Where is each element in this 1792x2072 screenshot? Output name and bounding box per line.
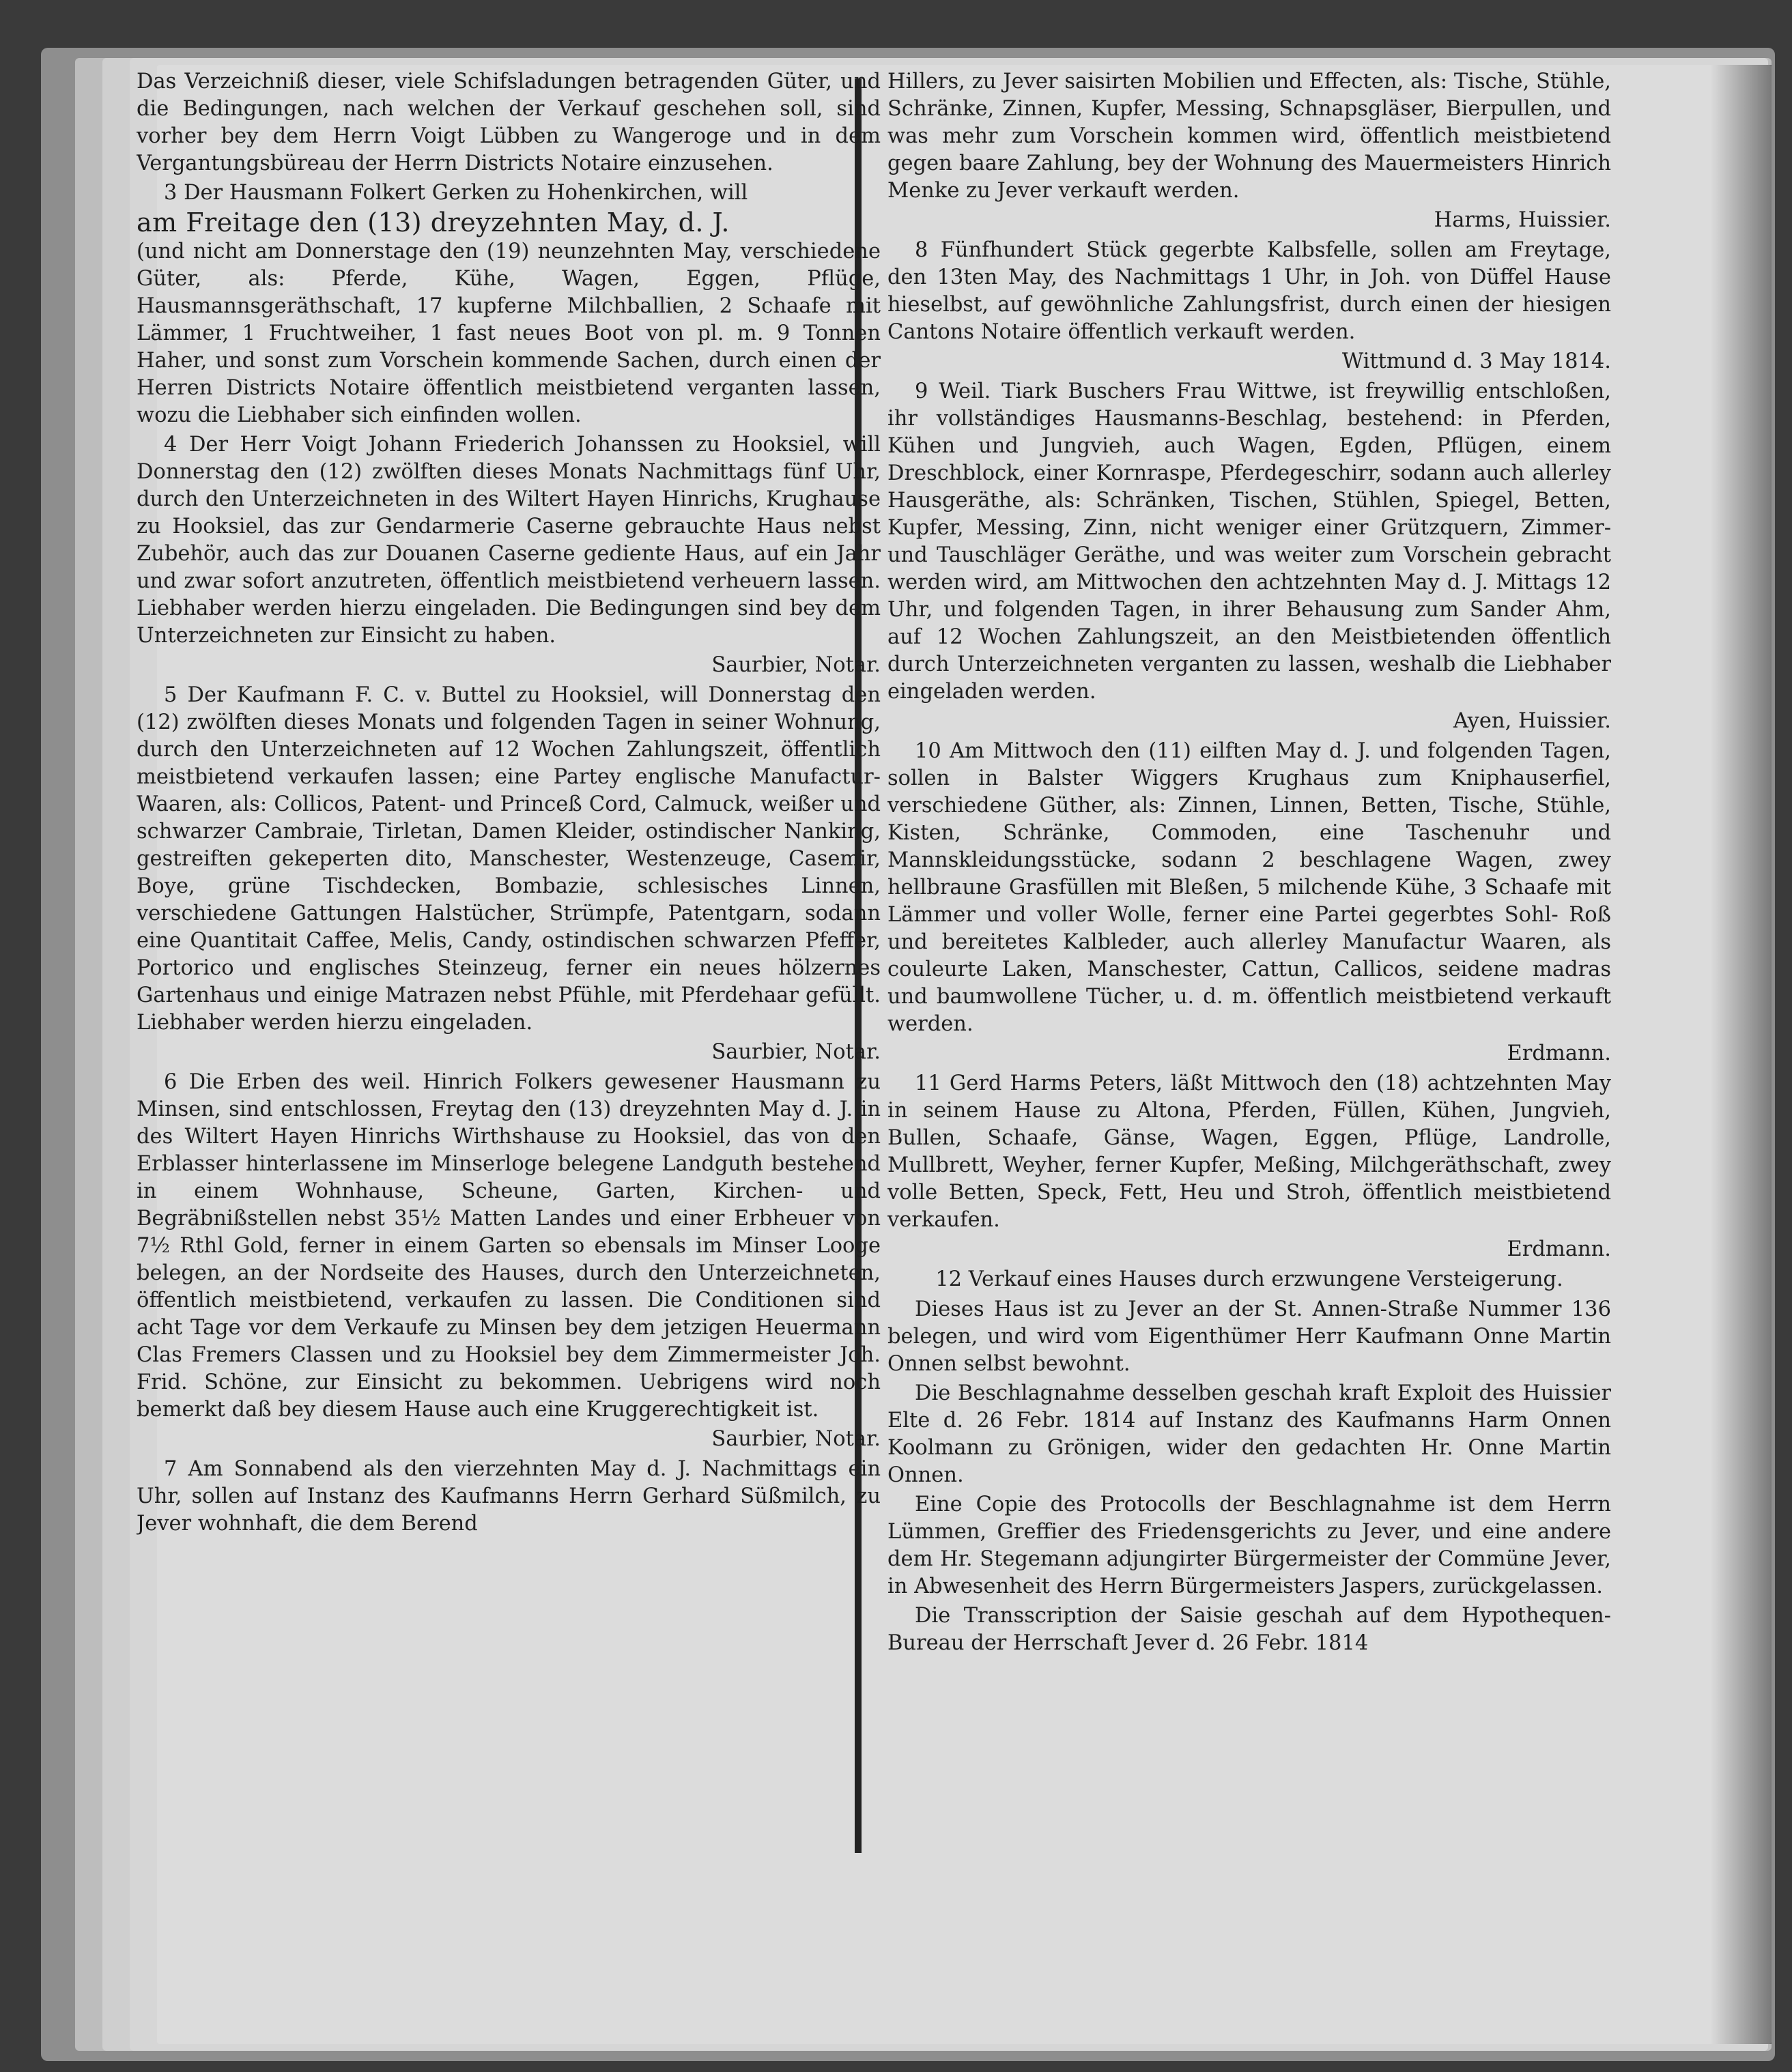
notice-12-title: 12 Verkauf eines Hauses durch erzwungene Versteigerung.: [935, 1267, 1563, 1291]
notice-4: 4 Der Herr Voigt Johann Friederich Johanssen zu Hooksiel, will Donnerstag den (12) zwölften dieses Monats Nachmittags fünf Uhr, durch den Unterzeichneten in des Wiltert Hayen Hinrichs, Krughause zu Hooksiel, das zur Gendarmerie Caserne gebrauchte Haus nebst Zubehör, auch das zur Douanen Caserne gediente Haus, auf ein Jahr und zwar sofort anzutreten, öffentlich meistbietend verheuern lassen. Liebhaber werden hierzu eingeladen. Die Bedingungen sind bey dem Unterzeichneten zur Einsicht zu haben.: [137, 433, 881, 648]
notice-12-paragraph-3: Eine Copie des Protocolls der Beschlagnahme ist dem Herrn Lümmen, Greffier des Friedensgerichts zu Jever, und eine andere dem Hr. Stegemann adjungirter Bürgermeister der Commüne Jever, in Abwesenheit des Herrn Bürgermeisters Jaspers, zurückgelassen.: [887, 1493, 1611, 1598]
notice-8-signature: Wittmund d. 3 May 1814.: [1341, 349, 1611, 373]
notice-4-signature: Saurbier, Notar.: [711, 653, 881, 677]
notice-3-intro: 3 Der Hausmann Folkert Gerken zu Hohenkirchen, will: [164, 181, 748, 205]
notice-10-signature: Erdmann.: [1507, 1041, 1611, 1065]
notice-10: 10 Am Mittwoch den (11) eilften May d. J. und folgenden Tagen, sollen in Balster Wiggers Krughaus zum Kniphauserfiel, verschiedene Güther, als: Zinnen, Linnen, Betten, Tische, Stühle, Kisten, Schränke, Commoden, eine Taschenuhr und Mannskleidungsstücke, sodann 2 beschlagene Wagen, zwey hellbraune Grasfüllen mit Bleßen, 5 milchende Kühe, 3 Schaafe mit Lämmer und voller Wolle, ferner eine Partei gegerbtes Sohl- Roß und bereitetes Kalbleder, auch allerley Manufactur Waaren, als couleurte Laken, Manschester, Cattun, Callicos, seidene madras und baumwollene Tücher, u. d. m. öffentlich meistbietend verkauft werden.: [887, 739, 1611, 1036]
notice-11-signature: Erdmann.: [1507, 1237, 1611, 1261]
right-column: [887, 68, 1611, 1890]
notice-5-signature: Saurbier, Notar.: [711, 1040, 881, 1064]
notice-12-paragraph-1: Dieses Haus ist zu Jever an der St. Annen-Straße Nummer 136 belegen, und wird vom Eigenthümer Herr Kaufmann Onne Martin Onnen selbst bewohnt.: [887, 1297, 1611, 1376]
notice-11: 11 Gerd Harms Peters, läßt Mittwoch den (18) achtzehnten May in seinem Hause zu Altona, Pferden, Füllen, Kühen, Jungvieh, Bullen, Schaafe, Gänse, Wagen, Eggen, Pflüge, Landrolle, Mullbrett, Weyher, ferner Kupfer, Meßing, Milchgeräthschaft, zwey volle Betten, Speck, Fett, Heu und Stroh, öffentlich meistbietend verkaufen.: [887, 1071, 1611, 1232]
notice-12-paragraph-2: Die Beschlagnahme desselben geschah kraft Exploit des Huissier Elte d. 26 Febr. 1814 auf Instanz des Kaufmanns Harm Onnen Koolmann zu Grönigen, wider den gedachten Hr. Onne Martin Onnen.: [887, 1381, 1611, 1487]
notice-7: 7 Am Sonnabend als den vierzehnten May d. J. Nachmittags ein Uhr, sollen auf Instanz des Kaufmanns Herrn Gerhard Süßmilch, zu Jever wohnhaft, die dem Berend: [137, 1457, 881, 1536]
notice-8: 8 Fünfhundert Stück gegerbte Kalbsfelle, sollen am Freytage, den 13ten May, des Nachmittags 1 Uhr, in Joh. von Düffel Hause hieselbst, auf gewöhnliche Zahlungsfrist, durch einen der hiesigen Cantons Notaire öffentlich verkauft werden.: [887, 238, 1611, 344]
notice-12-paragraph-4: Die Transscription der Saisie geschah auf dem Hypothequen-Bureau der Herrschaft Jever d. 26 Febr. 1814: [887, 1604, 1611, 1655]
notice-7-continuation: Hillers, zu Jever saisirten Mobilien und Effecten, als: Tische, Stühle, Schränke, Zinnen, Kupfer, Messing, Schnapsgläser, Bierpullen, und was mehr zum Vorschein kommen wird, öffentlich meistbietend gegen baare Zahlung, bey der Wohnung des Mauermeisters Hinrich Menke zu Jever verkauft werden.: [887, 70, 1611, 203]
notice-3-body: (und nicht am Donnerstage den (19) neunzehnten May, verschiedene Güter, als: Pferde, Kühe, Wagen, Eggen, Pflüge, Hausmannsgeräthschaft, 17 kupferne Milchballien, 2 Schaafe mit Lämmer, 1 Fruchtweiher, 1 fast neues Boot von pl. m. 9 Tonnen Haher, und sonst zum Vorschein kommende Sachen, durch einen der Herren Districts Notaire öffentlich meistbietend verganten lassen, wozu die Liebhaber sich einfinden wollen.: [137, 240, 881, 427]
notice-6: 6 Die Erben des weil. Hinrich Folkers gewesener Hausmann zu Minsen, sind entschlossen, Freytag den (13) dreyzehnten May d. J. in des Wiltert Hayen Hinrichs Wirthshause zu Hooksiel, das von den Erblasser hinterlassene im Minserloge belegene Landguth bestehend in einem Wohnhause, Scheune, Garten, Kirchen- und Begräbnißstellen nebst 35½ Matten Landes und einer Erbheuer von 7½ Rthl Gold, ferner in einem Garten so ebensals im Minser Looge belegen, an der Nordseite des Hauses, durch den Unterzeichneten, öffentlich meistbietend, verkaufen zu lassen. Die Conditionen sind acht Tage vor dem Verkaufe zu Minsen bey dem jetzigen Heuermann Clas Fremers Classen und zu Hooksiel bey dem Zimmermeister Joh. Frid. Schöne, zur Einsicht zu bekommen. Uebrigens wird noch bemerkt daß bey diesem Hause auch eine Kruggerechtigkeit ist.: [137, 1070, 881, 1422]
gutter-shadow: [1710, 65, 1772, 2044]
notice-3-date-headline: am Freitage den (13) dreyzehnten May, d. J.: [137, 207, 730, 238]
notice-7-signature: Harms, Huissier.: [1434, 208, 1611, 232]
notice-6-signature: Saurbier, Notar.: [711, 1427, 881, 1451]
notice-9-signature: Ayen, Huissier.: [1453, 709, 1611, 733]
notice-continuation: Das Verzeichniß dieser, viele Schifsladungen betragenden Güter, und die Bedingungen, nach welchen der Verkauf geschehen soll, sind vorher bey dem Herrn Voigt Lübben zu Wangeroge und in dem Vergantungsbüreau der Herrn Districts Notaire einzusehen.: [137, 70, 881, 175]
notice-5: 5 Der Kaufmann F. C. v. Buttel zu Hooksiel, will Donnerstag den (12) zwölften dieses Monats und folgenden Tagen in seiner Wohnung, durch den Unterzeichneten auf 12 Wochen Zahlungszeit, öffentlich meistbietend verkaufen lassen; eine Partey englische Manufactur-Waaren, als: Collicos, Patent- und Princeß Cord, Calmuck, weißer und schwarzer Cambraie, Tirletan, Damen Kleider, ostindischer Nanking, gestreiften gekeperten dito, Manschester, Westenzeuge, Casemir, Boye, grüne Tischdecken, Bombazie, schlesisches Linnen, verschiedene Gattungen Halstücher, Strümpfe, Patentgarn, sodann eine Quantitait Caffee, Melis, Candy, ostindischen schwarzen Pfeffer, Portorico und englisches Steinzeug, ferner ein neues hölzernes Gartenhaus und einige Matrazen nebst Pfühle, mit Pferdehaar gefüllt. Liebhaber werden hierzu eingeladen.: [137, 683, 881, 1035]
left-column: [137, 68, 881, 1890]
notice-9: 9 Weil. Tiark Buschers Frau Wittwe, ist freywillig entschloßen, ihr vollständiges Hausmanns-Beschlag, bestehend: in Pferden, Kühen und Jungvieh, auch Wagen, Egden, Pflügen, einem Dreschblock, einer Kornraspe, Pferdegeschirr, sodann auch allerley Hausgeräthe, als: Schränken, Tischen, Stühlen, Spiegel, Betten, Kupfer, Messing, Zinn, nicht weniger einer Grützquern, Zimmer- und Tauschläger Geräthe, und was weiter zum Vorschein gebracht werden wird, am Mittwochen den achtzehnten May d. J. Mittags 12 Uhr, und folgenden Tagen, in ihrer Behausung zum Sander Ahm, auf 12 Wochen Zahlungszeit, an den Meistbietenden öffentlich durch Unterzeichneten verganten zu lassen, weshalb die Liebhaber eingeladen werden.: [887, 379, 1611, 704]
